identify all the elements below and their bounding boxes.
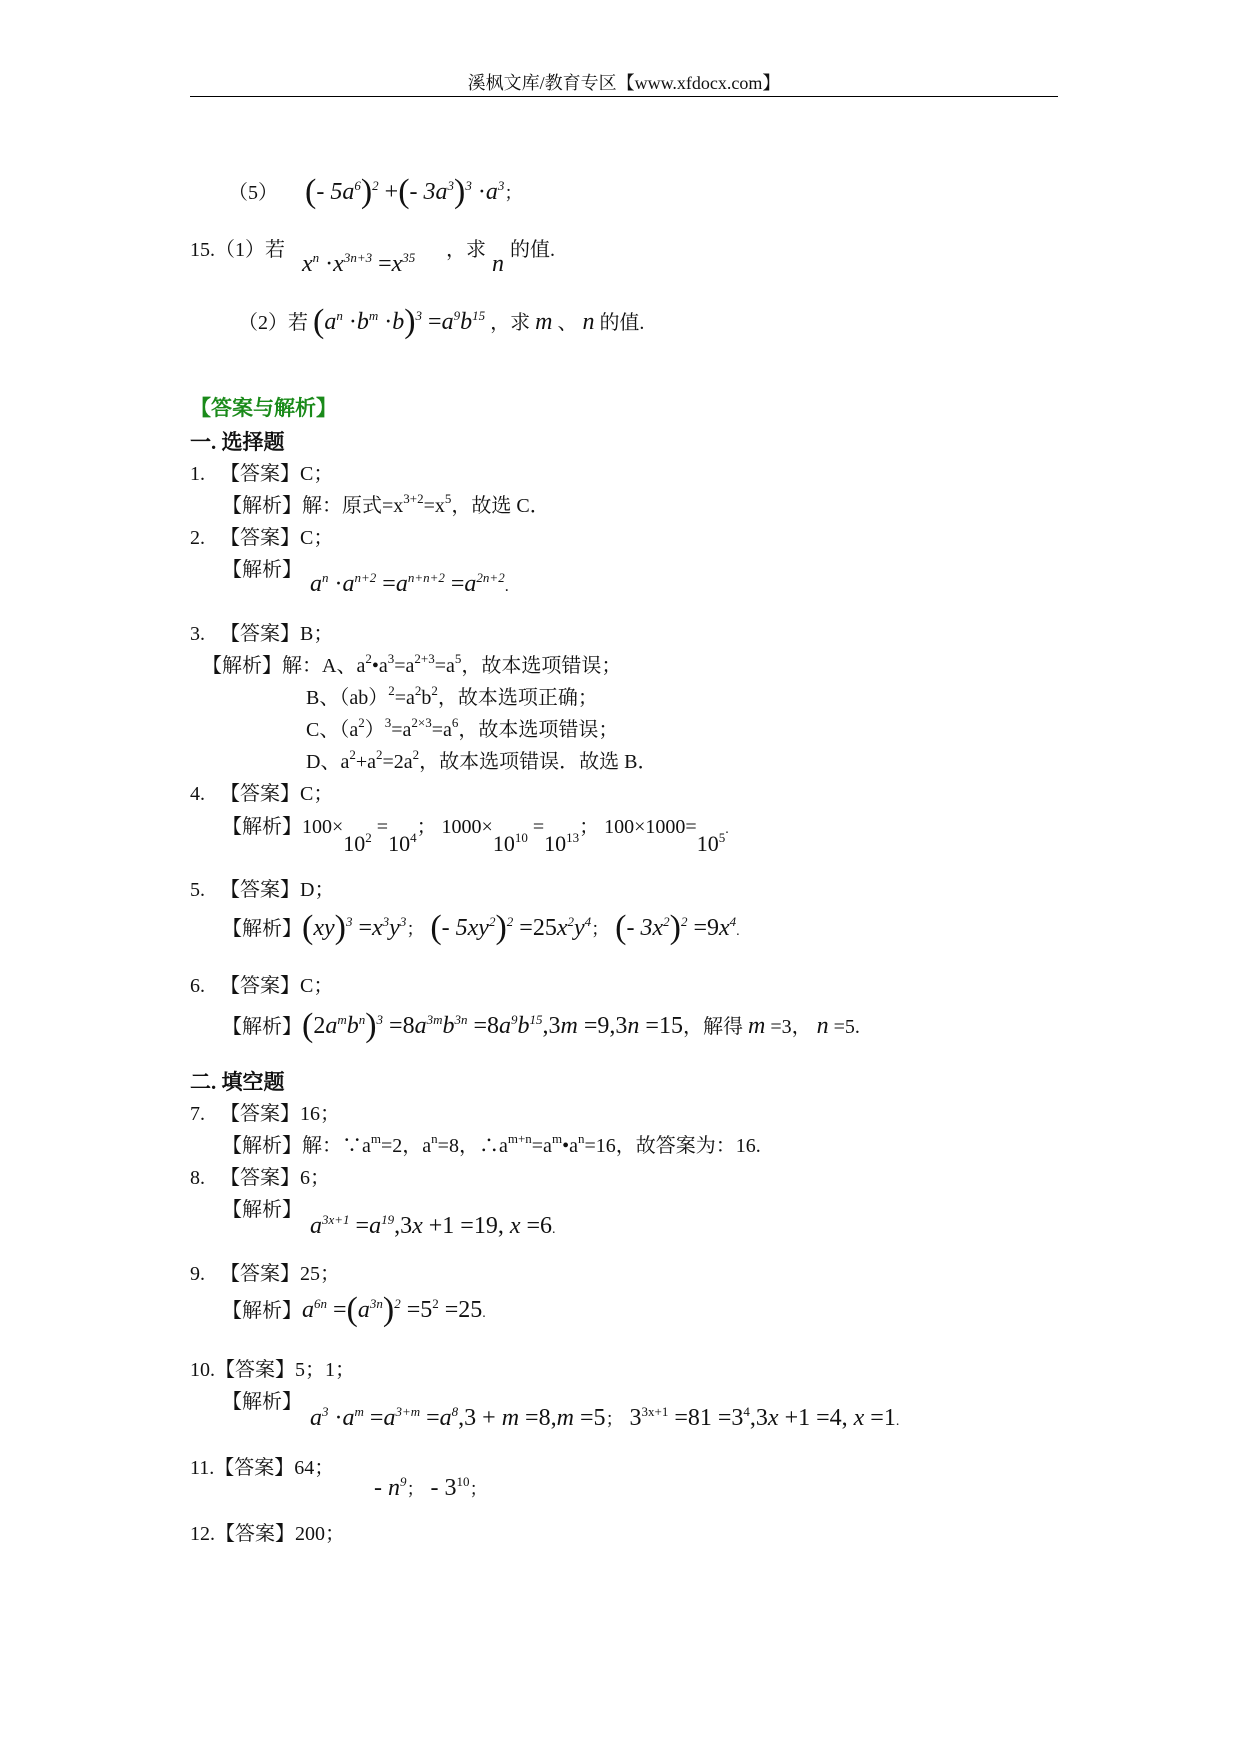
answer-number: 5. [190,879,205,901]
answer-number: 3. [190,623,205,645]
analysis-4 [222,812,729,856]
formula: (- $5a^6)^2$ +(- $3a^3)^3 \cdot a^3$； [305,173,523,210]
analysis-text: B、$(ab)^2=a^2b^2$，故本选项正确； [306,683,598,709]
answer-value: C； [300,975,334,997]
formula: $a^3 \cdot a^m =a^{3+m} =a^8,3 + m =8,m =5$； $3^{3x+1} =81 =3^4,3x +1 =4$, x =1. [310,1404,900,1431]
question-text: 的值. [510,239,555,261]
question-number: （5） [228,182,278,204]
formula: - $n^9$； - $3^{10}$； [374,1474,488,1501]
answer-value: C； [300,463,334,485]
formula: $x^n \cdot x^{3n+3} =x^{35}$ [302,250,416,277]
analysis-text: 解：A、$a^2•a^3=a^{2+3}=a^5$，故本选项错误； [282,651,622,677]
answer-label: 【答案】 [220,975,300,997]
analysis-9 [222,1291,486,1328]
answer-number: 2. [190,527,205,549]
answer-value: 64； [294,1457,335,1479]
analysis-label: 【解析】 [222,1016,302,1038]
answer-number: 12. [190,1523,215,1545]
analysis-label: 【解析】 [222,918,302,940]
question-text: ，求 [490,312,531,334]
analysis-text: D、$a^2+a^2=2a^2$，故本选项错误．故选 B． [306,747,658,773]
formula: $a^n \cdot a^{n+2} =a^{n+n+2} =a^{2n+2}$. [310,570,509,597]
page-header: 溪枫文库/教育专区【www.xfdocx.com】 [190,70,1058,97]
answer-value: 200； [295,1523,345,1545]
answer-value: 16； [300,1103,340,1125]
section-heading: 二. 填空题 [190,1070,285,1094]
analysis-label: 【解析】 [202,655,282,677]
answer-label: 【答案】 [220,1263,300,1285]
answer-3 [190,620,333,648]
question-15-1 [190,236,285,264]
answer-number: 8. [190,1167,205,1189]
answer-7 [190,1100,340,1128]
answer-label: 【答案】 [220,1103,300,1125]
answer-4 [190,780,333,808]
formula: $(a^n \cdot b^m \cdot b)^3 =a^9b^{15}$ [313,303,486,340]
analysis-text: ，解得 m =3， n =5. [682,1013,860,1039]
answer-label: 【答案】 [220,463,300,485]
question-label: 15.（1）若 [190,239,285,261]
answer-label: 【答案】 [220,879,300,901]
answer-value: C； [300,783,334,805]
analysis-8 [222,1196,302,1224]
analysis-label: 【解析】 [222,1391,302,1413]
answer-12 [190,1520,345,1548]
question-15-2 [238,303,645,340]
formula: $a^{3x+1} =a^{19},3x +1 =19$, x =6. [310,1212,556,1239]
answer-number: 1. [190,463,205,485]
formula: n [582,309,595,335]
question-text: 的值. [599,312,645,334]
formula: m [535,309,553,335]
formula: $a^{6n} =(a^{3n})^2 =5^2 =25$. [302,1291,486,1328]
answer-value: C； [300,527,334,549]
answer-value: D； [300,879,335,901]
analysis-1 [222,492,550,520]
analysis-text: 解：原式$=x^{3+2}=x^5$，故选 C． [302,491,550,517]
answer-6 [190,972,333,1000]
analysis-label: 【解析】 [222,1199,302,1221]
analysis-text: 解：$\because a^m=2$，$a^n=8$，$\therefore a^{m+n}=a^m•a^n=16$，故答案为：16. [302,1131,761,1157]
question-14-5 [228,173,523,210]
answer-5 [190,876,334,904]
question-label: （2）若 [238,312,308,334]
answer-label: 【答案】 [220,1167,300,1189]
answer-value: 5；1； [295,1359,355,1381]
answer-label: 【答案】 [220,527,300,549]
analysis-6 [222,1007,860,1044]
answer-10 [190,1356,355,1384]
formula: $(2a^mb^n)^3 =8a^{3m}b^{3n} =8a^9b^{15},3m =9,3n =15$ [302,1007,683,1044]
analysis-label: 【解析】 [222,559,302,581]
analysis-10 [222,1388,302,1416]
formula: n [492,251,504,277]
answer-8 [190,1164,330,1192]
analysis-text: $100\times 10^2 =10^4$； $1000\times 10^{10} =10^{13}$； $100\times 1000=10^5$. [302,816,729,856]
answer-number: 6. [190,975,205,997]
question-text: ，求 [446,239,486,261]
analysis-label: 【解析】 [222,816,302,838]
analysis-label: 【解析】 [222,1300,302,1322]
formula: $(xy)^3 =x^3y^3$； (- $5xy^2)^2 =25x^2y^4$； (- $3x^2)^2 =9x^4$. [302,909,740,946]
answer-number: 11. [190,1457,215,1479]
analysis-2 [222,556,302,584]
analysis-5 [222,909,740,946]
answers-title: 【答案与解析】 [190,396,337,420]
analysis-7 [222,1132,761,1160]
answer-value: 25； [300,1263,340,1285]
answer-number: 10. [190,1359,215,1381]
answer-2 [190,524,333,552]
answer-value: 6； [300,1167,330,1189]
answer-label: 【答案】 [215,1359,295,1381]
answer-1 [190,460,333,488]
answer-9 [190,1260,340,1288]
answer-label: 【答案】 [214,1457,295,1479]
answer-label: 【答案】 [220,783,300,805]
analysis-label: 【解析】 [222,495,302,517]
question-text: 、 [557,312,578,334]
analysis-text: C、$(a^2)^3=a^{2\times 3}=a^6$，故本选项错误； [306,715,619,741]
analysis-label: 【解析】 [222,1135,302,1157]
section-heading: 一. 选择题 [190,430,285,454]
answer-label: 【答案】 [215,1523,295,1545]
answer-number: 7. [190,1103,205,1125]
answer-number: 4. [190,783,205,805]
answer-value: B； [300,623,334,645]
analysis-3 [202,652,621,680]
answer-11 [190,1454,334,1482]
answer-label: 【答案】 [220,623,300,645]
answer-number: 9. [190,1263,205,1285]
